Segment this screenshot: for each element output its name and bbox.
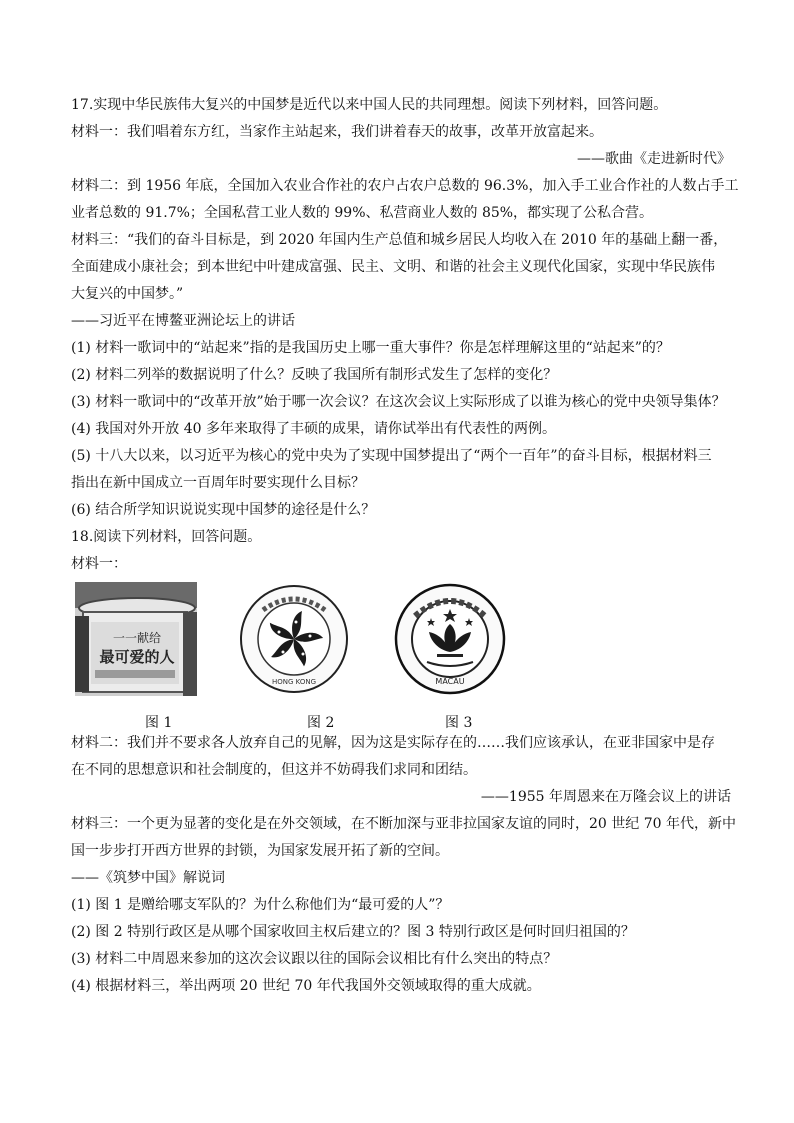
q18-question-2: (2) 图 2 特别行政区是从哪个国家收回主权后建立的？图 3 特别行政区是何时回归祖国的？ <box>71 924 635 940</box>
q18-question-1: (1) 图 1 是赠给哪支军队的？为什么称他们为“最可爱的人”？ <box>71 897 450 913</box>
svg-text:MACAU: MACAU <box>435 677 465 686</box>
figure-3-caption: 图 3 <box>445 715 473 731</box>
svg-text:最可爱的人: 最可爱的人 <box>99 648 175 666</box>
exam-page <box>71 92 739 1000</box>
q17-material-3-line-2: 全面建成小康社会；到本世纪中叶建成富强、民主、文明、和谐的社会主义现代化国家，实现中华民族伟 <box>71 259 715 275</box>
q17-stem: 17.实现中华民族伟大复兴的中国梦是近代以来中国人民的共同理想。阅读下列材料，回答问题。 <box>71 97 668 113</box>
q17-material-1: 材料一：我们唱着东方红，当家作主站起来，我们讲着春天的故事，改革开放富起来。 <box>71 124 603 140</box>
figure-3-macau-emblem <box>387 582 513 696</box>
q18-stem: 18.阅读下列材料，回答问题。 <box>71 529 262 545</box>
q17-question-4: (4) 我国对外开放 40 多年来取得了丰硕的成果，请你试举出有代表性的两例。 <box>71 421 556 437</box>
q18-material-3-line-1: 材料三：一个更为显著的变化是在外交领域，在不断加深与亚非拉国家友谊的同时，20 世纪 70 年代，新中 <box>71 816 736 832</box>
q18-material-3-source: ——《筑梦中国》解说词 <box>71 870 225 886</box>
figure-2-caption: 图 2 <box>307 715 335 731</box>
q18-material-2-line-1: 材料二：我们并不要求各人放弃自己的见解，因为这是实际存在的……我们应该承认，在亚非国家中是存 <box>71 735 715 751</box>
svg-text:HONG KONG: HONG KONG <box>271 678 317 686</box>
q17-question-5: (5) 十八大以来，以习近平为核心的党中央为了实现中国梦提出了“两个一百年”的奋斗目标，根据材料三 <box>71 448 712 464</box>
q17-material-2-line-1: 材料二：到 1956 年底，全国加入农业合作社的农户占农户总数的 96.3%，加入手工业合作社的人数占手工 <box>71 178 739 194</box>
svg-text:一一献给: 一一献给 <box>112 631 162 645</box>
figure-1-caption: 图 1 <box>145 715 173 731</box>
q17-material-2-line-2: 业者总数的 91.7%；全国私营工业人数的 99%、私营商业人数的 85%，都实现了公私合营。 <box>71 205 654 221</box>
figure-1-cup-photo <box>75 582 197 696</box>
q17-question-2: (2) 材料二列举的数据说明了什么？反映了我国所有制形式发生了怎样的变化？ <box>71 367 558 383</box>
q18-question-4: (4) 根据材料三，举出两项 20 世纪 70 年代我国外交领域取得的重大成就。 <box>71 978 541 994</box>
q17-question-3: (3) 材料一歌词中的“改革开放”始于哪一次会议？在这次会议上实际形成了以谁为核心的党中央领导集体？ <box>71 394 726 410</box>
q17-material-1-source: ——歌曲《走进新时代》 <box>577 151 731 167</box>
q18-material-2-source: ——1955 年周恩来在万隆会议上的讲话 <box>480 789 731 805</box>
q17-question-5-cont: 指出在新中国成立一百周年时要实现什么目标？ <box>71 475 365 491</box>
figure-2-hong-kong-emblem <box>233 582 355 696</box>
q18-material-2-line-2: 在不同的思想意识和社会制度的，但这并不妨碍我们求同和团结。 <box>71 762 477 778</box>
q17-material-3-line-3: 大复兴的中国梦。” <box>71 286 184 302</box>
q17-material-3-source: ——习近平在博鳌亚洲论坛上的讲话 <box>71 313 295 329</box>
q17-material-3-line-1: 材料三：“我们的奋斗目标是，到 2020 年国内生产总值和城乡居民人均收入在 2010 年的基础上翻一番， <box>71 232 728 248</box>
q17-question-6: (6) 结合所学知识说说实现中国梦的途径是什么？ <box>71 502 376 518</box>
q18-figures <box>71 582 731 730</box>
q18-question-3: (3) 材料二中周恩来参加的这次会议跟以往的国际会议相比有什么突出的特点？ <box>71 951 558 967</box>
q18-material-1-label: 材料一： <box>71 556 127 572</box>
q17-question-1: (1) 材料一歌词中的“站起来”指的是我国历史上哪一重大事件？你是怎样理解这里的“站起来”的？ <box>71 340 670 356</box>
q18-material-3-line-2: 国一步步打开西方世界的封锁，为国家发展开拓了新的空间。 <box>71 843 449 859</box>
